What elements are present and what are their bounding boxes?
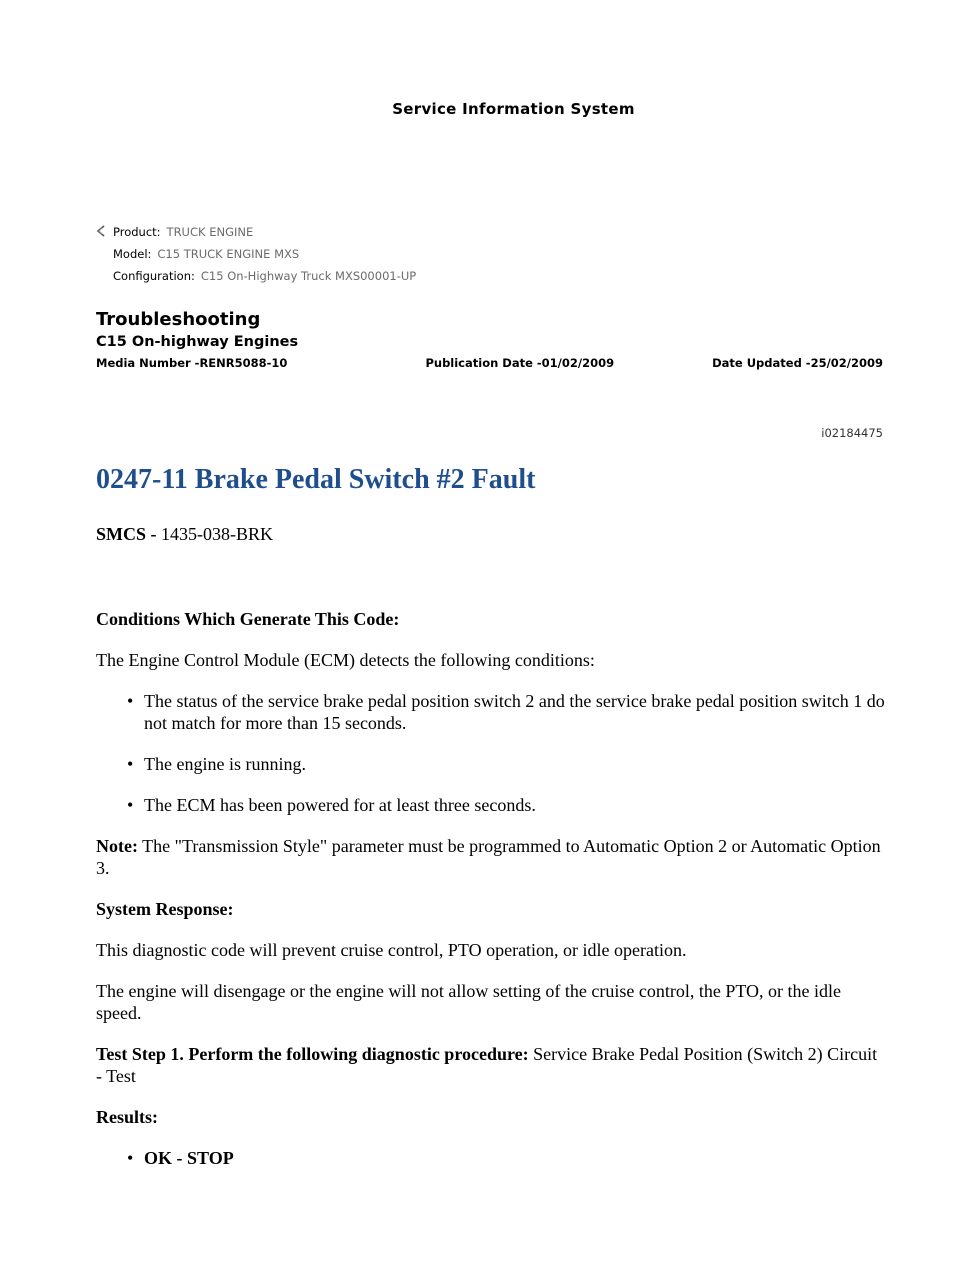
model-label: Model:: [113, 247, 152, 261]
product-row: [96, 224, 416, 246]
list-item: • The status of the service brake pedal position switch 2 and the service brake pedal position switch 1 do not match for more than 15 seconds.: [127, 691, 885, 733]
product-value: TRUCK ENGINE: [166, 225, 254, 239]
media-number: Media Number -RENR5088-10: [96, 356, 288, 370]
note-label: Note:: [96, 836, 138, 856]
results-list: [96, 1147, 886, 1169]
publication-date: Publication Date -01/02/2009: [425, 356, 615, 370]
date-updated: Date Updated -25/02/2009: [712, 356, 883, 370]
configuration-row: [96, 268, 416, 290]
note-text: The "Transmission Style" parameter must be programmed to Automatic Option 2 or Automatic Option 3.: [96, 836, 881, 878]
results-heading: Results:: [96, 1107, 158, 1127]
back-arrow-icon[interactable]: [96, 225, 106, 237]
system-title: Service Information System: [392, 100, 635, 118]
document-id: i02184475: [821, 426, 883, 440]
list-item: • OK - STOP: [127, 1148, 234, 1168]
document-header: [96, 309, 883, 370]
model-row: [96, 246, 416, 268]
smcs-value: 1435-038-BRK: [161, 524, 274, 544]
conditions-heading: Conditions Which Generate This Code:: [96, 609, 400, 629]
list-item: • The engine is running.: [127, 754, 306, 774]
conditions-intro: The Engine Control Module (ECM) detects the following conditions:: [96, 650, 595, 670]
list-item: • The ECM has been powered for at least three seconds.: [127, 795, 536, 815]
document-body: [96, 523, 886, 1188]
system-response-text-1: This diagnostic code will prevent cruise control, PTO operation, or idle operation.: [96, 940, 687, 960]
model-value: C15 TRUCK ENGINE MXS: [157, 247, 300, 261]
smcs-line: [96, 523, 886, 545]
document-type: Troubleshooting: [96, 309, 261, 330]
test-step-link[interactable]: Service Brake Pedal Position (Switch 2) Circuit - Test: [96, 1044, 878, 1086]
system-response-text-2: The engine will disengage or the engine will not allow setting of the cruise control, the PTO, or the idle speed.: [96, 981, 841, 1023]
conditions-list: [96, 690, 886, 816]
configuration-label: Configuration:: [113, 269, 195, 283]
page-title: 0247-11 Brake Pedal Switch #2 Fault: [96, 464, 536, 495]
test-step: [96, 1043, 886, 1087]
product-info: [96, 224, 416, 290]
media-info-row: [96, 356, 883, 370]
test-step-label: Test Step 1. Perform the following diagnostic procedure:: [96, 1044, 529, 1064]
system-response-heading: System Response:: [96, 899, 234, 919]
note: [96, 835, 886, 879]
document-subtitle: C15 On-highway Engines: [96, 334, 299, 350]
configuration-value: C15 On-Highway Truck MXS00001-UP: [200, 269, 417, 283]
product-label: Product:: [113, 225, 161, 239]
smcs-label: SMCS -: [96, 524, 157, 544]
